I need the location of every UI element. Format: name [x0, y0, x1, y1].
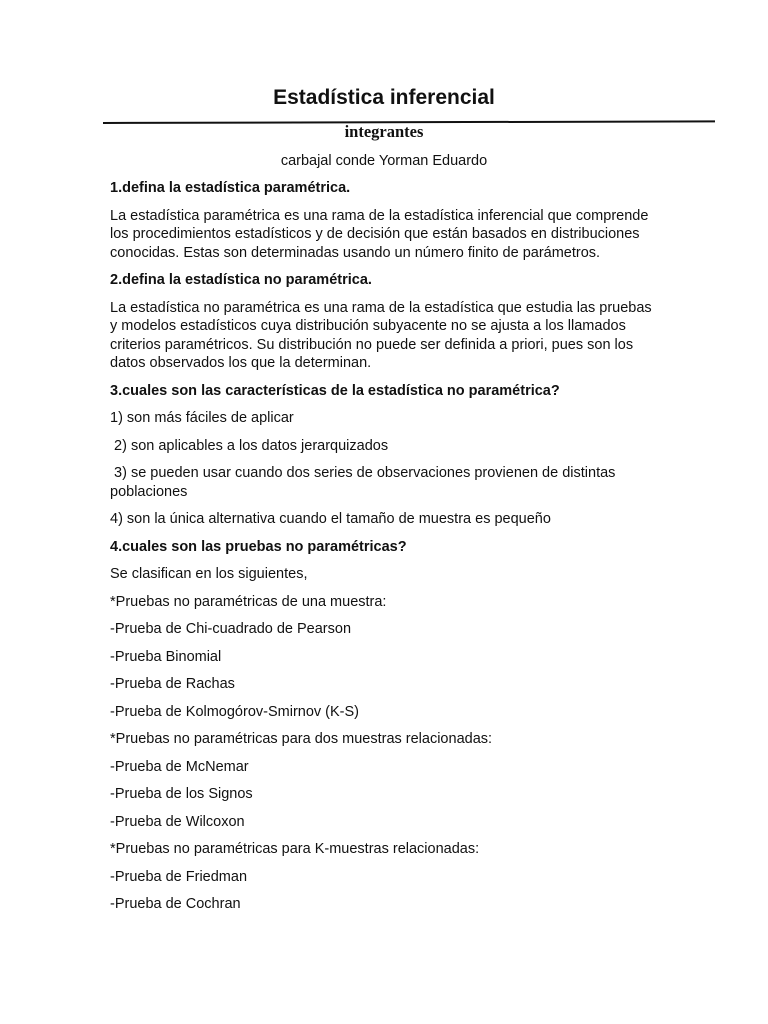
test-list-item: -Prueba de Kolmogórov-Smirnov (K-S) [110, 703, 360, 720]
test-group-heading: *Pruebas no paramétricas para dos muestras relacionadas: [110, 731, 493, 747]
document-title: Estadística inferencial [273, 86, 495, 109]
section-2-paragraph: La estadística no paramétrica es una rama de la estadística que estudia las pruebas y modelos estadísticos cuya distribución subyacente no se ajusta a los llamados criterios paramétricos. Su distribución no puede ser definida a priori, pues son los datos observados los que la determinan. [110, 299, 652, 371]
test-list-item: -Prueba de Rachas [110, 676, 235, 692]
author-name: carbajal conde Yorman Eduardo [280, 153, 488, 169]
test-group-heading: *Pruebas no paramétricas para K-muestras relacionadas: [110, 841, 480, 857]
characteristic-item: 3) se pueden usar cuando dos series de observaciones provienen de distintas poblaciones [110, 465, 620, 500]
section-2-heading: 2.defina la estadística no paramétrica. [110, 272, 372, 288]
test-list-item: Se clasifican en los siguientes, [110, 566, 308, 582]
test-list-item: -Prueba de Chi-cuadrado de Pearson [110, 621, 352, 637]
characteristic-item: 4) son la única alternativa cuando el tamaño de muestra es pequeño [110, 511, 551, 527]
test-list-item: -Prueba de los Signos [110, 786, 253, 802]
characteristic-item: 2) son aplicables a los datos jerarquizados [110, 437, 389, 454]
section-1-heading: 1.defina la estadística paramétrica. [110, 180, 351, 196]
document-subtitle: integrantes [344, 122, 424, 141]
section-4-heading: 4.cuales son las pruebas no paramétricas? [110, 538, 407, 555]
test-list-item: -Prueba de McNemar [110, 758, 249, 775]
characteristic-item: 1) son más fáciles de aplicar [110, 410, 294, 426]
test-list-item: -Prueba de Friedman [110, 868, 248, 885]
section-3-heading: 3.cuales son las características de la estadística no paramétrica? [110, 382, 560, 399]
test-list-item: -Prueba de Cochran [110, 896, 241, 912]
section-1-paragraph: La estadística paramétrica es una rama de la estadística inferencial que comprende los procedimientos estadísticos y de decisión que están basados en distribuciones conocidas. Estas son determinadas usando un número finito de parámetros. [110, 207, 649, 261]
document-body [110, 179, 662, 923]
test-list-item: -Prueba de Wilcoxon [110, 813, 245, 830]
test-list-item: -Prueba Binomial [110, 648, 222, 665]
test-group-heading: *Pruebas no paramétricas de una muestra: [110, 593, 387, 610]
